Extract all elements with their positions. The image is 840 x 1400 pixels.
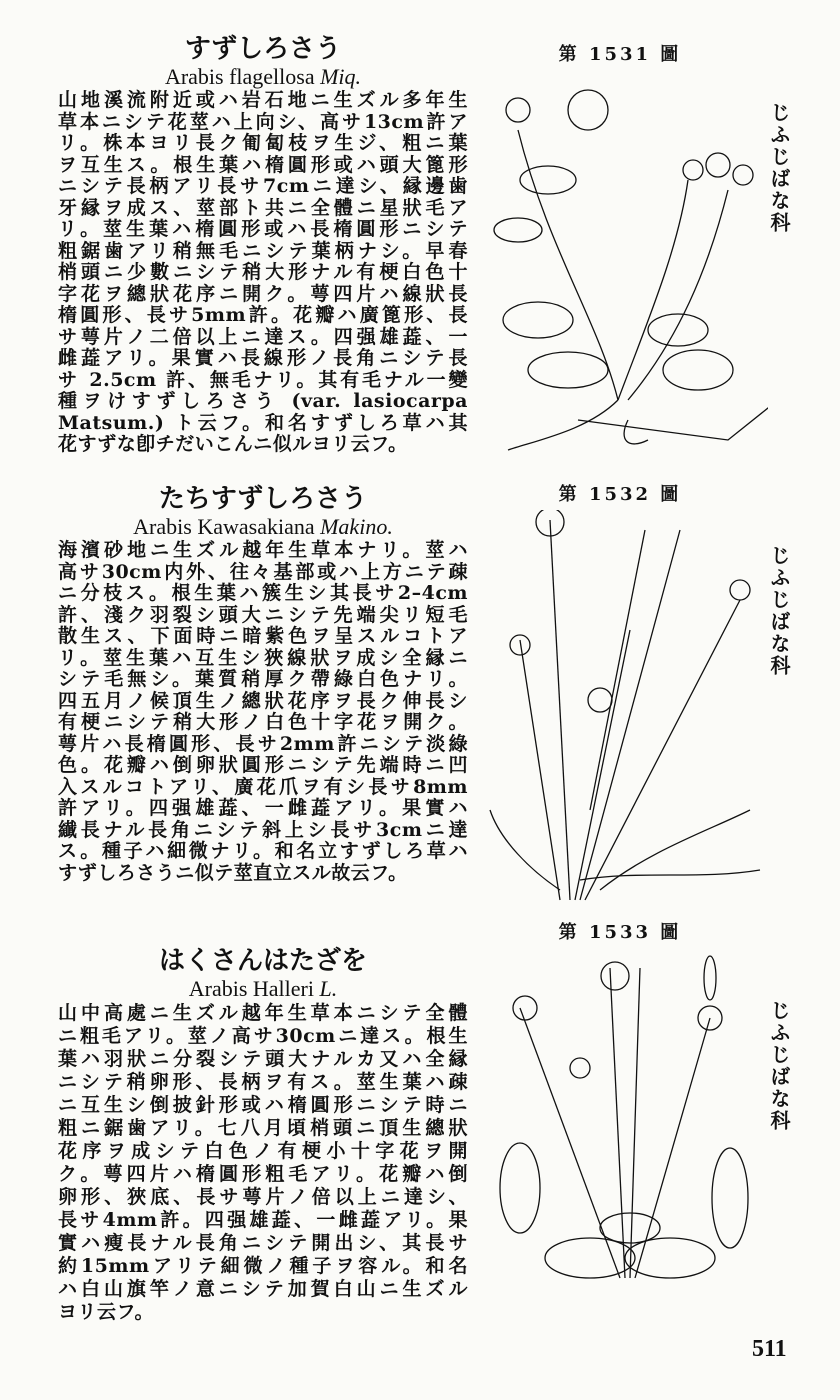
text-line: 有梗ニシテ稍大形ノ白色十字花ヲ開ク。 [58,711,468,733]
text-line: ス。種子ハ細微ナリ。和名立すずしろ草ハ [58,840,468,862]
text-line: 實ハ瘦長ナル長角ニシテ開出シ、其長サ [58,1232,468,1254]
text-line: ニ分枝ス。根生葉ハ簇生シ其長サ2–4cm [58,582,468,604]
author-abbrev: Miq. [320,64,362,89]
text-line: 四五月ノ候頂生ノ總狀花序ヲ長ク伸長シ [58,689,468,712]
author-abbrev: Makino. [320,514,393,539]
text-line: 山地溪流附近或ハ岩石地ニ生ズル多年生 [58,89,468,111]
text-line: 花序ヲ成シテ白色ノ有梗小十字花ヲ開 [58,1140,468,1162]
text-line: 約15mmアリテ細微ノ種子ヲ容ル。和名 [58,1255,468,1277]
text-line: リ。莖生葉ハ楕圓形或ハ長楕圓形ニシテ [58,218,468,240]
scientific-name [58,976,468,1002]
text-line: ニ粗毛アリ。莖ノ高サ30cmニ達ス。根生 [58,1025,468,1047]
text-line: 山中高處ニ生ズル越年生草本ニシテ全體 [58,1002,468,1024]
figure-number: 第 1533 圖 [558,922,682,943]
text-line: 粗ニ鋸歯アリ。七八月頃梢頭ニ頂生總狀 [58,1117,468,1139]
family-label: じふじばな科 [767,545,791,677]
text-line: 萼片ハ長楕圓形、長サ2mm許ニシテ淡綠 [58,732,468,755]
text-line: Matsum.) ト云フ。和名すずしろ草ハ其 [58,411,468,434]
text-line: すずしろさうニ似テ莖直立スル故云フ。 [58,861,408,884]
text-line: サ 2.5cm 許、無毛ナリ。其有毛ナル一變 [58,368,468,391]
text-line: ハ白山旗竿ノ意ニシテ加賀白山ニ生ズル [58,1278,468,1300]
text-line: 高サ30cm内外、往々基部或ハ上方ニテ疎 [58,560,468,583]
text-line: 卵形、狹底、長サ萼片ノ倍以上ニ達シ、 [58,1186,468,1208]
text-line: 牙縁ヲ成ス、莖部ト共ニ全體ニ星狀毛ア [58,196,468,219]
text-line: 粗鋸歯アリ稍無毛ニシテ葉柄ナシ。早春 [58,239,468,262]
japanese-name: たちすずしろさう [158,484,368,514]
text-line: 色。花瓣ハ倒卵狀圓形ニシテ先端時ニ凹 [58,754,468,776]
latin-binomial: Arabis flagellosa [164,64,315,89]
text-line: シテ毛無シ。葉質稍厚ク帶綠白色ナリ。 [58,668,468,690]
figure-number: 第 1532 圖 [558,484,682,505]
description [58,1002,468,1324]
text-line: 許アリ。四强雄蕋、一雌蕋アリ。果實ハ [58,797,468,819]
plant-illustration-1531 [478,70,768,460]
scientific-name [58,64,468,90]
text-line: 纎長ナル長角ニシテ斜上シ長サ3cmニ達 [58,818,468,841]
figure-number: 第 1531 圖 [558,44,682,65]
text-line: ク。萼四片ハ楕圓形粗毛アリ。花瓣ハ倒 [58,1163,468,1185]
text-line: 長サ4mm許。四强雄蕋、一雌蕋アリ。果 [58,1209,468,1231]
text-line: リ。莖生葉ハ互生シ狹線狀ヲ成シ全縁ニ [58,646,468,669]
text-line: 草本ニシテ花莖ハ上向シ、高サ13cm許ア [58,110,468,133]
scientific-name [58,514,468,540]
text-line: ニ互生シ倒披針形或ハ楕圓形ニシテ時ニ [58,1094,468,1116]
family-label: じふじばな科 [767,102,791,234]
author-abbrev: L. [319,976,338,1001]
text-line: ヲ互生ス。根生葉ハ楕圓形或ハ頭大篦形 [58,153,468,176]
text-line: 楕圓形、長サ5mm許。花瓣ハ廣篦形、長 [58,304,468,326]
text-line: 雌蕋アリ。果實ハ長線形ノ長角ニシテ長 [58,347,468,369]
entry-1531 [58,34,468,456]
latin-binomial: Arabis Halleri [188,976,314,1001]
description [58,540,468,884]
plant-illustration-1532 [480,510,770,910]
entry-1532 [58,484,468,884]
text-line: サ萼片ノ二倍以上ニ達ス。四强雄蕋、一 [58,325,468,348]
text-line: 許、淺ク羽裂シ頭大ニシテ先端尖リ短毛 [58,603,468,626]
latin-binomial: Arabis Kawasakiana [133,514,315,539]
text-line: 葉ハ羽狀ニ分裂シテ頭大ナルカ又ハ全縁 [58,1048,468,1070]
description [58,90,468,456]
family-label: じふじばな科 [767,1000,791,1132]
page-number: 511 [752,1336,787,1362]
text-line: ヨリ云フ。 [58,1301,154,1323]
text-line: 海濱砂地ニ生ズル越年生草本ナリ。莖ハ [58,539,468,561]
text-line: リ。株本ヨリ長ク匍匐枝ヲ生ジ、粗ニ葉 [58,132,468,154]
japanese-name: すずしろさう [184,34,342,64]
entry-1533 [58,946,468,1324]
plant-illustration-1533 [480,948,770,1348]
japanese-name: はくさんはたざを [158,946,367,976]
text-line: 種ヲけすずしろさう (var. lasiocarpa [58,390,468,412]
text-line: ニシテ稍卵形、長柄ヲ有ス。莖生葉ハ疎 [58,1071,468,1093]
text-line: 入スルコトアリ、廣花爪ヲ有シ長サ8mm [58,775,468,798]
text-line: 花すずな卽チだいこんニ似ルヨリ云フ。 [58,433,408,455]
text-line: 散生ス、下面時ニ暗紫色ヲ呈スルコトア [58,625,468,647]
text-line: ニシテ長柄アリ長サ7cmニ達シ、縁邊歯 [58,175,468,197]
text-line: 字花ヲ總狀花序ニ開ク。萼四片ハ線狀長 [58,282,468,305]
text-line: 梢頭ニ少數ニシテ稍大形ナル有梗白色十 [58,261,468,283]
